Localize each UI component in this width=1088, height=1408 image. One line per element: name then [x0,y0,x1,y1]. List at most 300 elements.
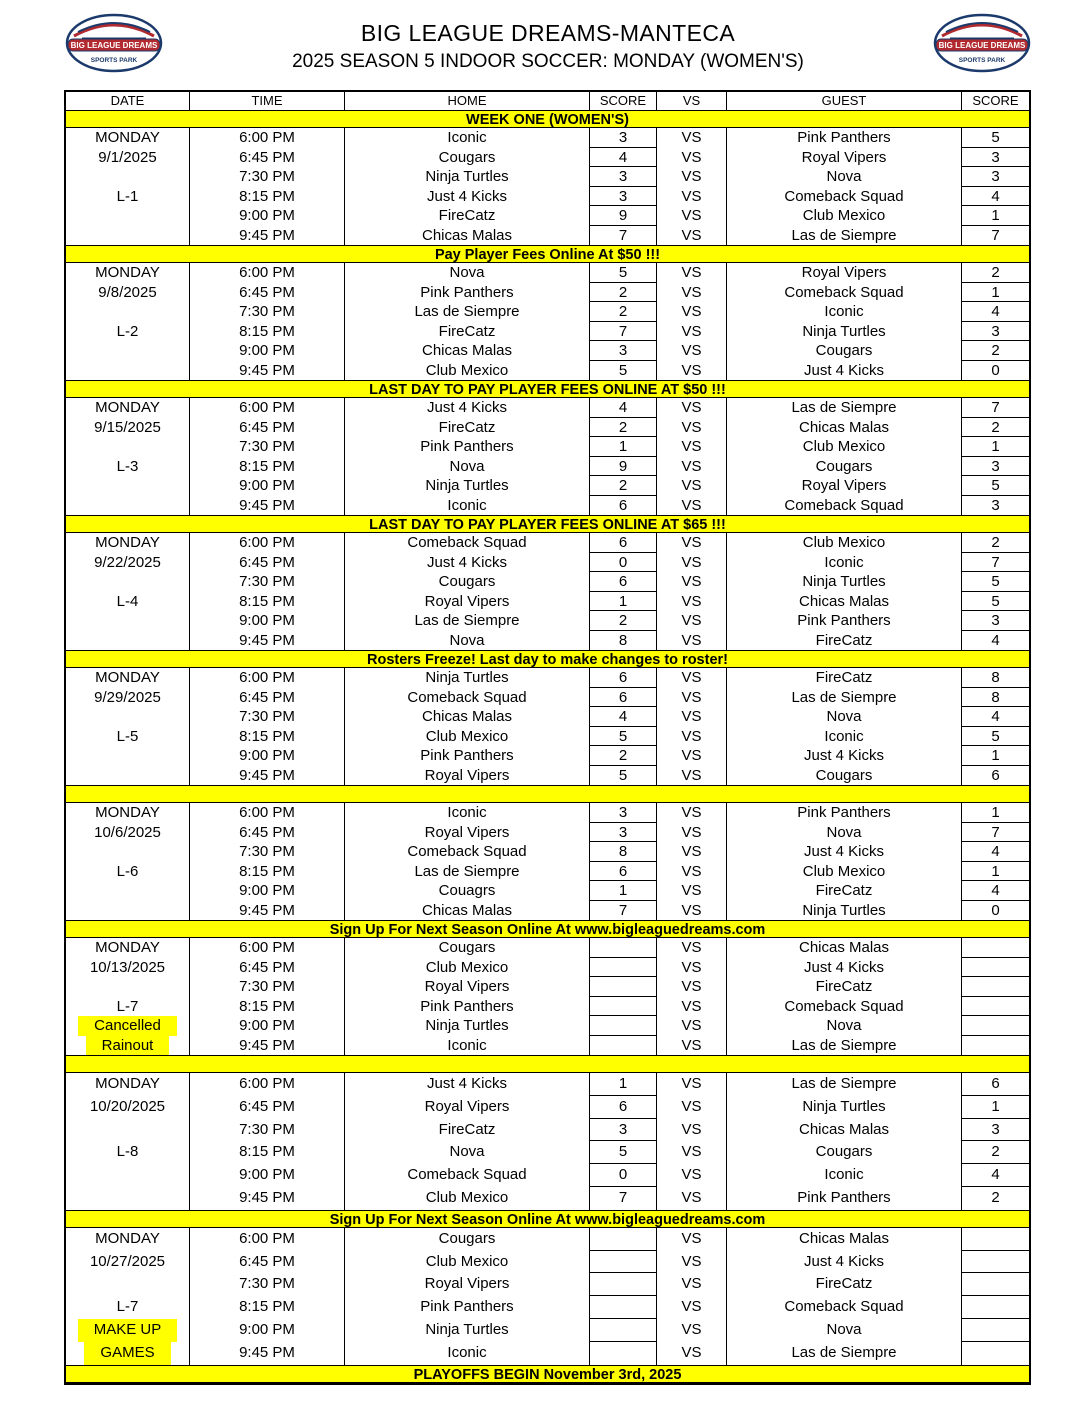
home-score-box: 5 [590,361,657,381]
home-score-box: 4 [590,707,657,727]
game-row [66,611,1029,631]
game-row [66,437,1029,457]
home-team: Royal Vipers [345,1096,590,1119]
guest-team: Iconic [727,553,962,573]
game-row [66,457,1029,477]
home-team: Pink Panthers [345,746,590,766]
vs-label: VS [657,668,727,688]
home-score-box [590,958,657,978]
guest-score-box: 1 [962,862,1029,882]
home-team: Chicas Malas [345,707,590,727]
home-team: Chicas Malas [345,341,590,361]
home-team: Iconic [345,128,590,148]
home-score-box: 2 [590,476,657,496]
home-score-box: 3 [590,128,657,148]
time-cell: 6:00 PM [190,668,345,688]
time-cell: 6:00 PM [190,533,345,553]
home-team: Ninja Turtles [345,476,590,496]
home-team: Nova [345,457,590,477]
vs-label: VS [657,823,727,843]
game-row [66,707,1029,727]
guest-team: Club Mexico [727,206,962,226]
logo-text: BIG LEAGUE DREAMS [70,41,158,50]
home-score-box: 3 [590,167,657,187]
date-line: 9/22/2025 [94,553,161,571]
time-cell: 8:15 PM [190,1141,345,1164]
date-cell [66,1251,190,1274]
date-cell [66,1073,190,1096]
date-line: MONDAY [95,669,160,686]
vs-label: VS [657,1096,727,1119]
home-team: Club Mexico [345,727,590,747]
guest-score-box: 3 [962,457,1029,477]
guest-team: FireCatz [727,1273,962,1296]
date-cell [66,437,190,457]
home-score-box: 7 [590,322,657,342]
time-cell: 7:30 PM [190,572,345,592]
time-cell: 6:45 PM [190,283,345,303]
home-score-box: 2 [590,418,657,438]
guest-team: Comeback Squad [727,496,962,516]
big-league-dreams-logo-left [64,12,164,76]
time-cell: 9:45 PM [190,1187,345,1210]
time-cell: 9:00 PM [190,611,345,631]
home-score-box: 4 [590,148,657,168]
date-cell [66,418,190,438]
date-cell [66,1296,190,1319]
date-cell [66,1319,190,1342]
date-cell [66,206,190,226]
guest-score-box: 1 [962,746,1029,766]
home-score-box: 2 [590,611,657,631]
time-cell: 6:45 PM [190,148,345,168]
time-cell: 9:45 PM [190,496,345,516]
date-note-highlighted: Rainout [86,1036,170,1056]
title-block [164,12,932,73]
guest-team: Cougars [727,766,962,786]
date-cell [66,611,190,631]
time-cell: 6:00 PM [190,128,345,148]
time-cell: 8:15 PM [190,187,345,207]
guest-team: Just 4 Kicks [727,958,962,978]
home-team: Ninja Turtles [345,1016,590,1036]
game-row [66,938,1029,958]
guest-score-box: 4 [962,842,1029,862]
date-cell [66,398,190,418]
vs-label: VS [657,1342,727,1365]
home-score-box: 4 [590,398,657,418]
time-cell: 9:00 PM [190,1164,345,1187]
game-row [66,1016,1029,1036]
vs-label: VS [657,572,727,592]
home-team: Chicas Malas [345,226,590,246]
time-cell: 6:45 PM [190,553,345,573]
guest-team: Chicas Malas [727,418,962,438]
home-team: Royal Vipers [345,592,590,612]
time-cell: 7:30 PM [190,1273,345,1296]
guest-score-box: 0 [991,901,1000,919]
time-cell: 9:00 PM [190,341,345,361]
home-score-box [590,1251,657,1274]
date-line: MONDAY [95,804,160,821]
guest-team: Just 4 Kicks [727,361,962,381]
guest-team: Pink Panthers [727,128,962,148]
date-cell [66,533,190,553]
guest-score-box: 1 [962,1096,1029,1119]
date-line: MONDAY [95,264,160,281]
guest-score-box: 2 [962,418,1029,438]
vs-label: VS [657,1119,727,1142]
guest-team: Chicas Malas [727,1228,962,1251]
time-cell: 6:00 PM [190,263,345,283]
home-score-box: 6 [590,668,657,688]
time-cell: 6:00 PM [190,1228,345,1251]
schedule-table [64,90,1031,1385]
guest-team: Royal Vipers [727,148,962,168]
guest-score-box [962,1016,1029,1036]
guest-score-box: 2 [991,1188,1000,1206]
playoffs-banner: PLAYOFFS BEGIN November 3rd, 2025 [66,1365,1029,1383]
column-header-score: SCORE [590,92,657,110]
home-score-box [590,1296,657,1319]
home-team: Comeback Squad [345,533,590,553]
time-cell: 9:00 PM [190,1319,345,1342]
guest-team: Pink Panthers [727,803,962,823]
date-note-highlighted: GAMES [84,1342,170,1365]
guest-score-box: 3 [962,1119,1029,1142]
home-team: Nova [345,263,590,283]
home-score-box [590,1342,657,1365]
date-cell [66,322,190,342]
guest-team: Club Mexico [727,437,962,457]
guest-team: Las de Siempre [727,398,962,418]
guest-score-box [962,1296,1029,1319]
date-line: 9/29/2025 [94,688,161,706]
time-cell: 6:45 PM [190,1251,345,1274]
home-team: Just 4 Kicks [345,398,590,418]
home-team: Iconic [345,496,590,516]
guest-team: Royal Vipers [727,263,962,283]
date-cell [66,128,190,148]
time-cell: 9:00 PM [190,746,345,766]
guest-team: Las de Siempre [727,1342,962,1365]
date-line: 10/20/2025 [89,1097,166,1115]
game-row [66,226,1029,246]
guest-team: Las de Siempre [727,1073,962,1096]
guest-team: Club Mexico [727,533,962,553]
game-row [66,167,1029,187]
home-score-box [590,1273,657,1296]
guest-team: Comeback Squad [727,283,962,303]
home-score-box [590,1016,657,1036]
game-row [66,1036,1029,1056]
vs-label: VS [657,437,727,457]
home-team: Las de Siempre [345,862,590,882]
time-cell: 9:00 PM [190,881,345,901]
vs-label: VS [657,938,727,958]
game-row [66,1141,1029,1164]
date-cell [66,1342,190,1365]
home-score-box: 7 [590,901,657,921]
time-cell: 7:30 PM [190,707,345,727]
game-row [66,823,1029,843]
home-score-box: 6 [590,572,657,592]
guest-score-box [962,938,1029,958]
logo-subtext: SPORTS PARK [90,57,138,64]
date-cell [66,302,190,322]
date-cell [66,1187,190,1210]
guest-team: Nova [727,707,962,727]
time-cell: 9:00 PM [190,476,345,496]
home-team: Just 4 Kicks [345,553,590,573]
date-line: 9/8/2025 [98,283,157,301]
vs-label: VS [657,496,727,516]
week-banner: Pay Player Fees Online At $50 !!! [66,245,1029,263]
date-line: MONDAY [95,129,160,146]
home-team: Club Mexico [345,1187,590,1210]
vs-label: VS [657,476,727,496]
game-row [66,958,1029,978]
home-team: Royal Vipers [345,823,590,843]
home-team: Comeback Squad [345,1164,590,1187]
guest-score-box: 4 [962,302,1029,322]
date-cell [66,997,190,1017]
date-line: 10/27/2025 [89,1252,166,1270]
week-banner: WEEK ONE (WOMEN'S) [66,110,1029,128]
date-cell [66,688,190,708]
home-score-box: 0 [590,1164,657,1187]
home-team: Just 4 Kicks [345,187,590,207]
home-team: FireCatz [345,418,590,438]
guest-score-box: 7 [962,398,1029,418]
vs-label: VS [657,901,727,921]
guest-team: Las de Siempre [727,688,962,708]
guest-team: Nova [727,167,962,187]
game-row [66,1342,1029,1365]
guest-score-box: 1 [962,803,1029,823]
guest-team: FireCatz [727,631,962,651]
vs-label: VS [657,398,727,418]
home-team: Pink Panthers [345,1296,590,1319]
date-cell [66,1016,190,1036]
home-score-box: 3 [590,341,657,361]
game-row [66,1273,1029,1296]
home-team: Royal Vipers [345,766,590,786]
vs-label: VS [657,1251,727,1274]
guest-team: Ninja Turtles [727,572,962,592]
home-score-box [590,1036,657,1056]
guest-team: Ninja Turtles [727,901,962,921]
time-cell: 8:15 PM [190,727,345,747]
game-row [66,688,1029,708]
date-line: L-8 [116,1143,139,1161]
guest-team: Chicas Malas [727,1119,962,1142]
date-line: L-5 [116,727,139,745]
time-cell: 6:00 PM [190,938,345,958]
guest-score-box: 5 [962,572,1029,592]
vs-label: VS [657,457,727,477]
column-header-home: HOME [345,92,590,110]
game-row [66,496,1029,516]
column-header-row [66,92,1029,110]
vs-label: VS [657,881,727,901]
home-team: Iconic [345,1342,590,1365]
home-score-box: 2 [590,302,657,322]
home-team: Cougars [345,572,590,592]
home-team: Comeback Squad [345,688,590,708]
home-team: FireCatz [345,1119,590,1142]
date-cell [66,958,190,978]
time-cell: 6:00 PM [190,398,345,418]
guest-team: Chicas Malas [727,592,962,612]
date-line: MONDAY [95,1229,160,1247]
game-row [66,148,1029,168]
home-score-box: 8 [590,631,657,651]
vs-label: VS [657,1228,727,1251]
guest-score-box: 1 [962,437,1029,457]
game-row [66,977,1029,997]
game-row [66,341,1029,361]
vs-label: VS [657,553,727,573]
game-row [66,322,1029,342]
time-cell: 9:45 PM [190,226,345,246]
date-cell [66,572,190,592]
vs-label: VS [657,997,727,1017]
guest-team: Ninja Turtles [727,322,962,342]
date-cell [66,226,190,246]
guest-score-box: 4 [962,187,1029,207]
home-score-box: 6 [590,533,657,553]
game-row [66,842,1029,862]
page-header [0,0,1088,88]
vs-label: VS [657,1073,727,1096]
guest-score-box [962,997,1029,1017]
time-cell: 9:45 PM [190,1036,345,1056]
guest-team: Cougars [727,341,962,361]
vs-label: VS [657,263,727,283]
home-score-box: 9 [590,457,657,477]
date-cell [66,553,190,573]
date-cell [66,1273,190,1296]
time-cell: 8:15 PM [190,592,345,612]
home-team: Club Mexico [345,1251,590,1274]
time-cell: 9:45 PM [190,1342,345,1365]
home-score-box: 9 [590,206,657,226]
vs-label: VS [657,361,727,381]
vs-label: VS [657,1036,727,1056]
game-row [66,263,1029,283]
home-score-box: 0 [590,553,657,573]
guest-score-box [962,1228,1029,1251]
game-row [66,206,1029,226]
date-line: MONDAY [95,939,160,956]
vs-label: VS [657,707,727,727]
week-banner: Sign Up For Next Season Online At www.bigleaguedreams.com [66,920,1029,938]
date-line: L-7 [116,997,139,1015]
week-banner-blank [66,785,1029,803]
game-row [66,187,1029,207]
date-cell [66,766,190,786]
guest-team: Nova [727,1319,962,1342]
date-cell [66,263,190,283]
home-team: Cougars [345,148,590,168]
time-cell: 9:45 PM [190,901,345,921]
game-row [66,727,1029,747]
vs-label: VS [657,226,727,246]
home-team: Cougars [345,1228,590,1251]
time-cell: 6:45 PM [190,1096,345,1119]
time-cell: 7:30 PM [190,842,345,862]
home-score-box: 1 [590,592,657,612]
game-row [66,533,1029,553]
date-cell [66,1228,190,1251]
guest-team: Just 4 Kicks [727,842,962,862]
vs-label: VS [657,1273,727,1296]
vs-label: VS [657,688,727,708]
week-banner: Sign Up For Next Season Online At www.bigleaguedreams.com [66,1210,1029,1228]
vs-label: VS [657,592,727,612]
guest-team: Club Mexico [727,862,962,882]
home-team: Club Mexico [345,361,590,381]
guest-team: Iconic [727,727,962,747]
game-row [66,592,1029,612]
vs-label: VS [657,746,727,766]
vs-label: VS [657,958,727,978]
guest-team: Comeback Squad [727,1296,962,1319]
guest-team: FireCatz [727,881,962,901]
vs-label: VS [657,167,727,187]
vs-label: VS [657,1164,727,1187]
vs-label: VS [657,842,727,862]
date-line: MONDAY [95,399,160,416]
date-cell [66,1141,190,1164]
column-header-guest: GUEST [727,92,962,110]
home-team: Nova [345,1141,590,1164]
date-line: L-2 [116,322,139,340]
guest-score-box: 7 [962,553,1029,573]
guest-score-box: 6 [991,766,1000,784]
vs-label: VS [657,1016,727,1036]
game-row [66,1187,1029,1210]
home-team: Ninja Turtles [345,167,590,187]
game-row [66,746,1029,766]
page-subtitle: 2025 SEASON 5 INDOOR SOCCER: MONDAY (WOMEN'S) [292,51,804,72]
home-team: Royal Vipers [345,977,590,997]
date-cell [66,148,190,168]
guest-team: Nova [727,823,962,843]
guest-score-box: 7 [962,823,1029,843]
home-team: Iconic [345,1036,590,1056]
date-cell [66,631,190,651]
guest-score-box: 8 [962,668,1029,688]
home-team: Iconic [345,803,590,823]
home-score-box: 2 [590,283,657,303]
home-score-box: 7 [590,226,657,246]
page-title: BIG LEAGUE DREAMS-MANTECA [360,20,736,46]
guest-score-box: 6 [962,1073,1029,1096]
date-cell [66,167,190,187]
time-cell: 8:15 PM [190,457,345,477]
home-score-box [590,1319,657,1342]
game-row [66,766,1029,786]
guest-team: Iconic [727,1164,962,1187]
home-team: Just 4 Kicks [345,1073,590,1096]
guest-team: Comeback Squad [727,187,962,207]
vs-label: VS [657,977,727,997]
game-row [66,1251,1029,1274]
game-row [66,476,1029,496]
vs-label: VS [657,533,727,553]
